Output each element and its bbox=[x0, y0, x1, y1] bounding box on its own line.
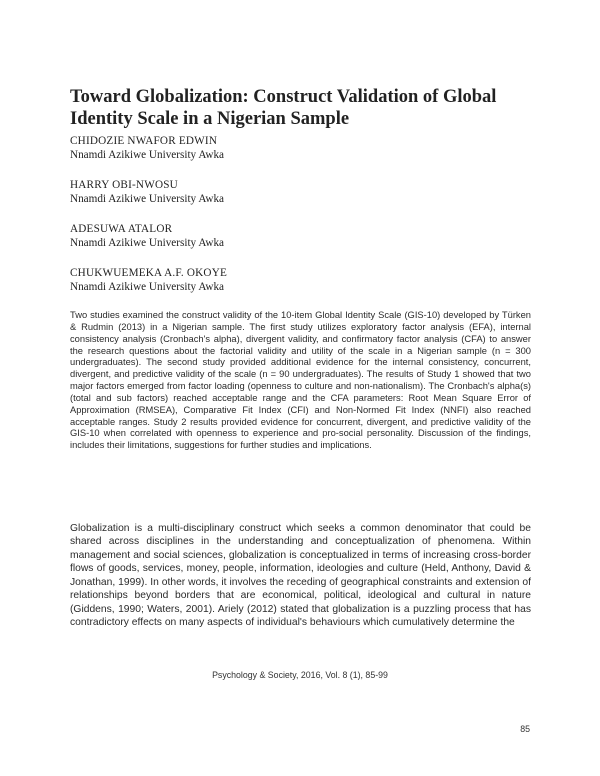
journal-citation: Psychology & Society, 2016, Vol. 8 (1), 85-99 bbox=[212, 670, 388, 680]
author-name: HARRY OBI-NWOSU bbox=[70, 179, 178, 191]
author-name: CHIDOZIE NWAFOR EDWIN bbox=[70, 135, 218, 147]
author-affiliation: Nnamdi Azikiwe University Awka bbox=[70, 237, 225, 249]
author-block bbox=[70, 178, 530, 206]
author-block bbox=[70, 266, 530, 294]
abstract-paragraph: Two studies examined the construct validity of the 10-item Global Identity Scale (GIS-10) developed by Türken & Rudmin (2013) in a Nigerian sample. The first study utilizes exploratory factor analysis (EFA), internal consistency analysis (Cronbach's alpha), divergent validity, and confirmatory factor analysis (CFA) to answer the research questions about the factorial validity and utility of the scale in a Nigerian sample (n = 300 undergraduates). The second study provided additional evidence for the internal consistency, concurrent, divergent, and predictive validity of the scale (n = 90 undergraduates). The results of Study 1 showed that two major factors emerged from factor loading (openness to culture and non-nationalism). The Cronbach's alpha(s) (total and sub factors) reached acceptable range and the CFA parameters: Root Mean Square Error of Approximation (RMSEA), Comparative Fit Index (CFI) and Non-Normed Fit Index (NNFI) also reached acceptable ranges. Study 2 results provided evidence for concurrent, divergent, and predictive validity of the GIS-10 when correlated with openness to experience and pro-social personality. Discussion of the findings, includes their limitations, suggestions for further studies and implications. bbox=[70, 310, 531, 451]
author-name: ADESUWA ATALOR bbox=[70, 223, 173, 235]
page-number: 85 bbox=[520, 724, 530, 734]
author-list bbox=[70, 134, 530, 310]
body-paragraph: Globalization is a multi-disciplinary construct which seeks a common denominator that could be shared across disciplines in the understanding and conceptualization of phenomena. Within management and social sciences, globalization is conceptualized in terms of increasing cross-border flows of goods, services, money, people, information, ideologies and culture (Held, Anthony, David & Jonathan, 1999). In other words, it involves the receding of geographical constraints and extension of relationships beyond borders that are economical, political, ideological and cultural in nature (Giddens, 1990; Waters, 2001). Ariely (2012) stated that globalization is a puzzling process that has contradictory effects on many aspects of individual's behaviours which cumulatively determine the bbox=[70, 523, 531, 629]
author-affiliation: Nnamdi Azikiwe University Awka bbox=[70, 281, 225, 293]
author-affiliation: Nnamdi Azikiwe University Awka bbox=[70, 193, 225, 205]
paper-title: Toward Globalization: Construct Validation of Global Identity Scale in a Nigerian Sample bbox=[70, 87, 497, 129]
author-block bbox=[70, 222, 530, 250]
author-name: CHUKWUEMEKA A.F. OKOYE bbox=[70, 267, 228, 279]
author-block bbox=[70, 134, 530, 162]
author-affiliation: Nnamdi Azikiwe University Awka bbox=[70, 149, 225, 161]
